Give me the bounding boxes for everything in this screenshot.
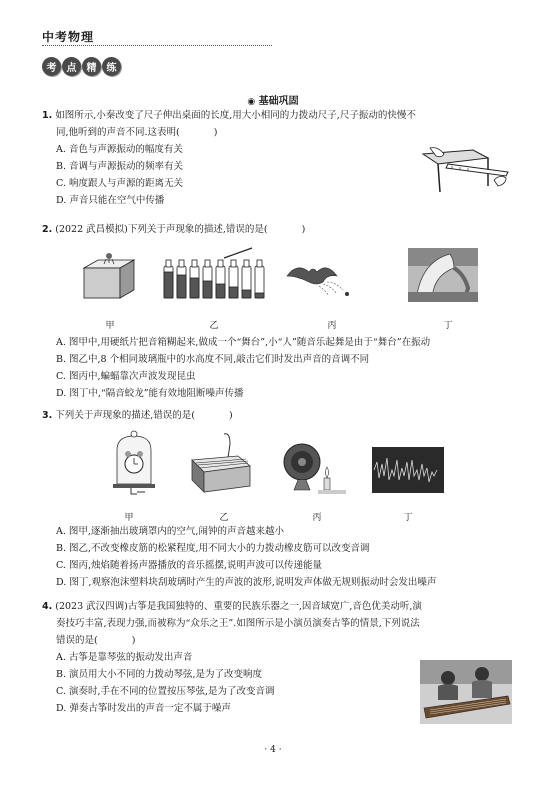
q2-stem-line (42, 223, 305, 236)
q1-stem-text2: 同,他听到的声音不同.这表明( (56, 127, 180, 138)
q4-stem-text3: 错误的是( (56, 635, 98, 646)
filled-circle-icon: ◉ (247, 97, 256, 107)
glass-bottles-figure (160, 246, 268, 302)
q1-option-c: C. 响度跟人与声源的距离无关 (56, 178, 183, 189)
q4-option-b: B. 演员用大小不同的力拨动琴弦,是为了改变响度 (56, 669, 263, 680)
subheading-text: 基础巩固 (258, 96, 299, 107)
q3-number: 3. (42, 410, 53, 421)
q1-option-b: B. 音调与声源振动的频率有关 (56, 161, 184, 172)
page-number: · 4 · (264, 745, 282, 755)
q4-stem-line3 (56, 634, 135, 647)
section-tag-char: 考 (42, 57, 61, 76)
bat-insect-figure (285, 258, 357, 300)
q3-option-b: B. 图乙,不改变橡皮筋的松紧程度,用不同大小的力拨动橡皮筋可以改变音调 (56, 543, 370, 554)
subheading (0, 92, 546, 107)
sound-barrier-figure (408, 248, 478, 302)
figure-caption: 丙 (327, 321, 337, 331)
speaker-stage-figure (82, 250, 137, 302)
q2-number: 2. (42, 224, 53, 235)
q2-stem-paren: ) (301, 224, 306, 235)
q3-stem-text: 下列关于声现象的描述,错误的是( (55, 410, 195, 421)
q1-stem-text1: 如图所示,小秦改变了尺子伸出桌面的长度,用大小相同的力拨动尺子,尺子振动的快慢不 (55, 110, 416, 121)
ruler-desk-figure (418, 146, 510, 196)
section-tag-char: 点 (62, 57, 81, 76)
q4-stem-text1: (2023 武汉四调)古筝是我国独特的、重要的民族乐器之一,因音域宽广,音色优美动听,演 (55, 601, 422, 612)
speaker-candle-figure (282, 438, 348, 496)
guzheng-players-figure (420, 660, 512, 724)
section-tag-char: 精 (82, 57, 101, 76)
q4-stem-paren: ) (131, 635, 136, 646)
figure-caption: 丁 (443, 321, 453, 331)
rubber-band-box-figure (188, 430, 254, 496)
q4-number: 4. (42, 601, 53, 612)
q3-stem-line (42, 409, 233, 422)
waveform-screen-figure (372, 447, 444, 493)
q1-stem-paren: ) (213, 127, 218, 138)
q4-stem-line1 (42, 600, 422, 613)
figure-caption: 丙 (312, 513, 322, 523)
q2-option-b: B. 图乙中,8 个相同玻璃瓶中的水高度不同,敲击它们时发出声音的音调不同 (56, 354, 370, 365)
q3-option-c: C. 图丙,烛焰随着扬声器播放的音乐摇摆,说明声波可以传递能量 (56, 560, 323, 571)
figure-caption: 丁 (403, 513, 413, 523)
figure-caption: 乙 (219, 513, 229, 523)
figure-caption: 甲 (124, 513, 134, 523)
q2-option-c: C. 图丙中,蝙蝠靠次声波发现昆虫 (56, 371, 196, 382)
q1-number: 1. (42, 110, 53, 121)
q1-option-d: D. 声音只能在空气中传播 (56, 195, 165, 206)
q1-option-a: A. 音色与声源振动的幅度有关 (56, 144, 183, 155)
q2-stem-text: (2022 武昌模拟)下列关于声现象的描述,错误的是( (55, 224, 268, 235)
figure-caption: 乙 (209, 321, 219, 331)
page-header-title: 中考物理 (42, 30, 95, 44)
q4-option-c: C. 演奏时,手在不同的位置按压琴弦,是为了改变音调 (56, 686, 275, 697)
bell-jar-figure (113, 430, 155, 496)
q3-stem-paren: ) (229, 410, 233, 421)
q4-stem-line2: 奏技巧丰富,表现力强,而被称为“众乐之王”.如图所示是小演员演奏古筝的情景,下列说法 (56, 618, 420, 629)
q4-option-d: D. 弹奏古筝时发出的声音一定不属于噪声 (56, 703, 231, 714)
q1-stem-line2 (56, 126, 217, 139)
q4-option-a: A. 古筝是靠琴弦的振动发出声音 (56, 652, 193, 663)
q2-option-d: D. 图丁中,“隔音蛟龙”能有效地阻断噪声传播 (56, 388, 244, 399)
figure-caption: 甲 (105, 321, 115, 331)
q3-option-a: A. 图甲,逐渐抽出玻璃罩内的空气,闹钟的声音越来越小 (56, 526, 284, 537)
q1-stem-line1 (42, 109, 416, 122)
section-tag-char: 练 (102, 57, 121, 76)
q3-option-d: D. 图丁,观察泡沫塑料块刮玻璃时产生的声波的波形,说明发声体做无规则振动时会发出噪声 (56, 577, 437, 588)
q2-option-a: A. 图甲中,用硬纸片把音箱糊起来,做成一个“舞台”,小“人”随音乐起舞是由于“舞台”在振动 (56, 337, 431, 348)
header-divider (42, 45, 272, 46)
section-tag (42, 57, 121, 79)
